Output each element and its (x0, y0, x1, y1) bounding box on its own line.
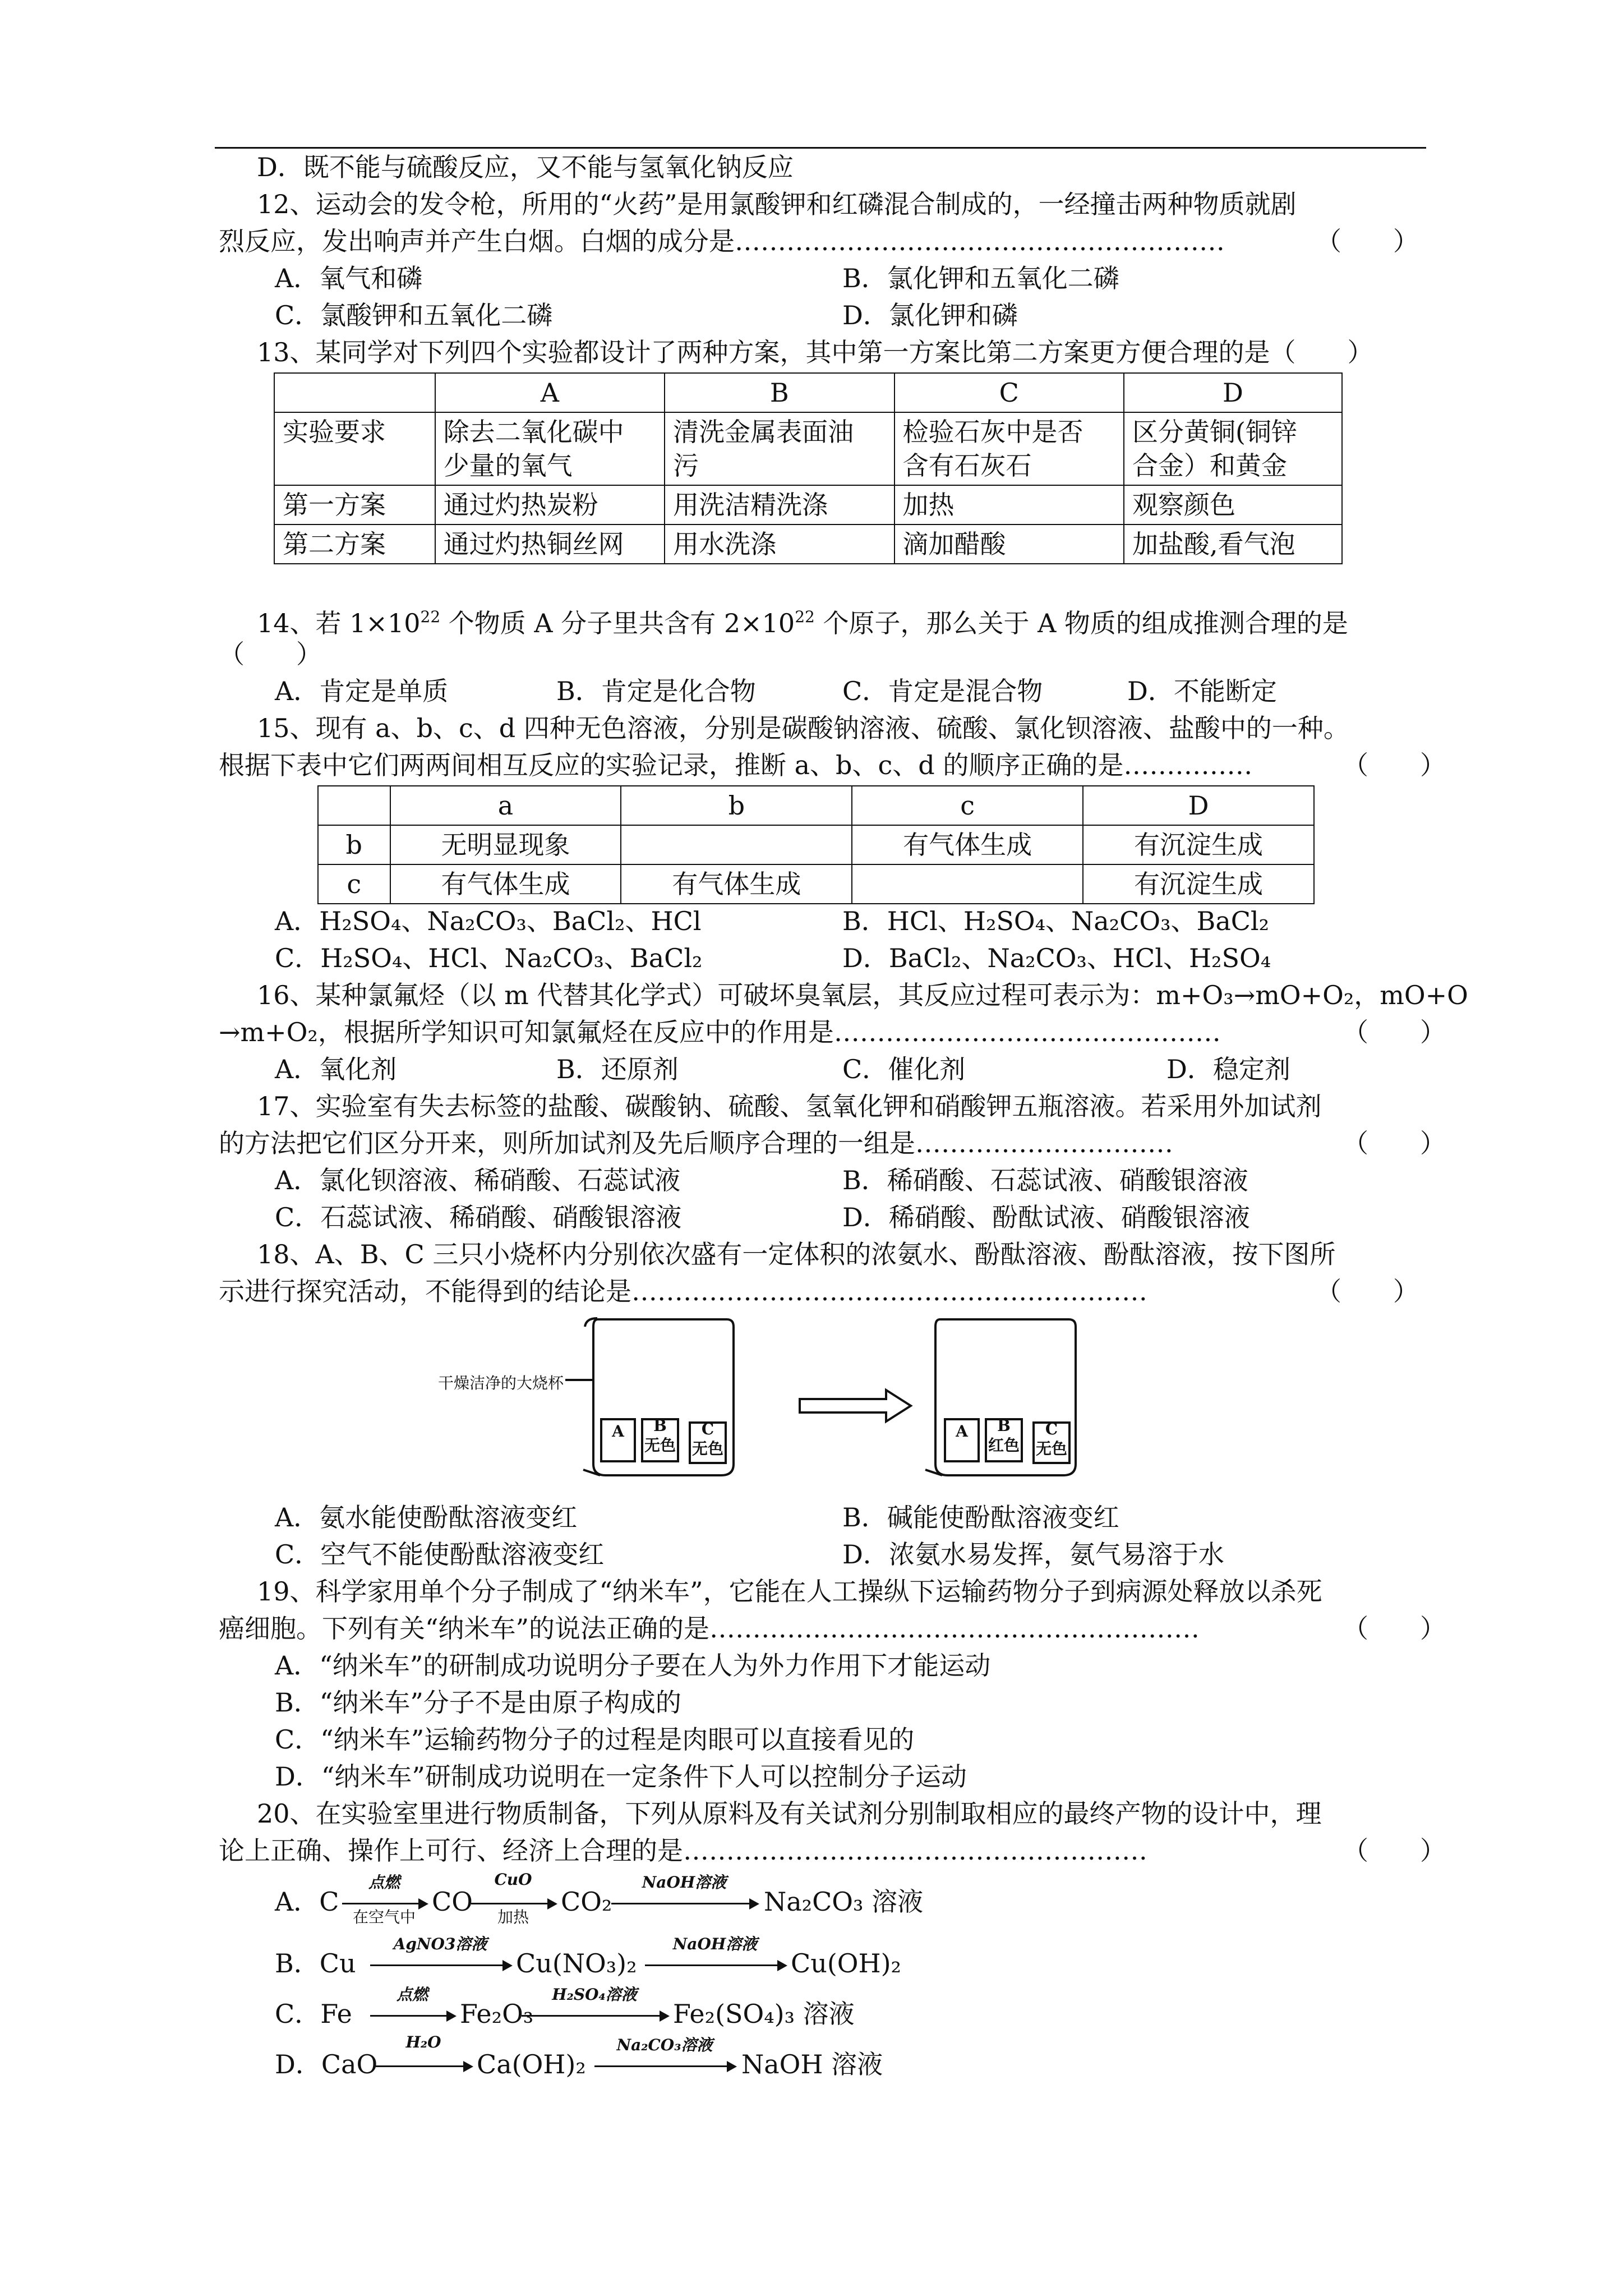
q13-cell: 通过灼热炭粉 (435, 485, 665, 524)
q13-cell: A (435, 373, 665, 412)
q18-option-d: D．浓氨水易发挥，氨气易溶于水 (842, 1539, 1224, 1570)
q13-cell: 第二方案 (274, 524, 435, 564)
q15-cell: a (390, 786, 621, 825)
q14-option-a: A．肯定是单质 (275, 676, 449, 706)
beaker-b-state: 无色 (644, 1436, 676, 1455)
q13-cell: 观察颜色 (1124, 485, 1342, 524)
q13-cell: 滴加醋酸 (895, 524, 1124, 564)
q12-option-d: D．氯化钾和磷 (842, 300, 1018, 330)
q18-stem-line1: 18、A、B、C 三只小烧杯内分别依次盛有一定体积的浓氨水、酚酞溶液、酚酞溶液，按下图所 (257, 1239, 1336, 1269)
q13-cell: C (895, 373, 1124, 412)
q20-c-species2: Fe₂(SO₄)₃ 溶液 (673, 1999, 855, 2029)
q13-cell: 除去二氧化碳中 少量的氧气 (435, 412, 665, 485)
q13-cell: 检验石灰中是否 含有石灰石 (895, 412, 1124, 485)
q13-table-header-row (274, 373, 1342, 412)
q12-stem-line2: 烈反应，发出响声并产生白烟。白烟的成分是………………………………………………… (219, 226, 1225, 256)
q20-c-arrow2-top: H₂SO₄溶液 (552, 1985, 637, 2004)
q14-option-b: B．肯定是化合物 (556, 676, 756, 706)
beaker-c-state-after: 无色 (1035, 1439, 1067, 1458)
beaker-c-label-after: C (1045, 1420, 1058, 1438)
q15-cell (852, 864, 1083, 904)
q16-option-a: A．氧化剂 (275, 1054, 397, 1084)
q15-stem-line1: 15、现有 a、b、c、d 四种无色溶液，分别是碳酸钠溶液、硫酸、氯化钡溶液、盐酸中的一种。 (257, 713, 1349, 743)
q13-table-row (274, 524, 1342, 564)
q20-a-arrow2-bottom: 加热 (497, 1908, 529, 1926)
q15-table-row (318, 825, 1314, 864)
q20-a-arrow2-top: CuO (494, 1870, 532, 1889)
q13-cell (274, 373, 435, 412)
q15-option-a: A．H₂SO₄、Na₂CO₃、BaCl₂、HCl (275, 906, 702, 936)
beaker-c-label: C (701, 1420, 714, 1438)
q19-option-b: B．“纳米车”分子不是由原子构成的 (275, 1687, 681, 1718)
q15-cell (621, 825, 852, 864)
q15-option-c: C．H₂SO₄、HCl、Na₂CO₃、BaCl₂ (275, 943, 703, 973)
q20-a-lead: A．C (275, 1887, 339, 1917)
q12-answer-paren: （ ） (1316, 226, 1419, 256)
q12-option-a: A．氧气和磷 (275, 263, 423, 293)
q15-cell: 有气体生成 (621, 864, 852, 904)
q20-b-arrow2 (645, 1964, 785, 1966)
q13-cell: 清洗金属表面油 污 (665, 412, 894, 485)
q17-answer-paren: （ ） (1343, 1128, 1446, 1158)
q15-cell: b (318, 825, 390, 864)
q16-option-b: B．还原剂 (556, 1054, 679, 1084)
q15-cell: 有气体生成 (852, 825, 1083, 864)
q13-cell: 区分黄铜(铜锌 合金）和黄金 (1124, 412, 1342, 485)
q17-option-c: C．石蕊试液、稀硝酸、硝酸银溶液 (275, 1202, 682, 1232)
q13-cell: 通过灼热铜丝网 (435, 524, 665, 564)
q12-option-c: C．氯酸钾和五氧化二磷 (275, 300, 553, 330)
q13-table-row (274, 412, 1342, 485)
q14-answer-paren: （ ） (219, 639, 322, 669)
q20-stem-line1: 20、在实验室里进行物质制备，下列从原料及有关试剂分别制取相应的最终产物的设计中，理 (257, 1798, 1322, 1829)
q20-a-species3: Na₂CO₃ 溶液 (764, 1887, 924, 1917)
q20-b-arrow1-top: AgNO3溶液 (393, 1935, 487, 1953)
q19-stem-line2: 癌细胞。下列有关“纳米车”的说法正确的是………………………………………………… (219, 1613, 1200, 1644)
q20-d-species1: Ca(OH)₂ (477, 2049, 586, 2079)
q13-cell: 第一方案 (274, 485, 435, 524)
q20-d-arrow2-top: Na₂CO₃溶液 (616, 2036, 713, 2054)
q13-cell: D (1124, 373, 1342, 412)
q19-answer-paren: （ ） (1343, 1613, 1446, 1644)
q15-table-row (318, 864, 1314, 904)
q16-stem-line1: 16、某种氯氟烃（以 m 代替其化学式）可破坏臭氧层，其反应过程可表示为：m+O₃→mO+O₂，mO+O (257, 980, 1468, 1010)
q20-b-species1: Cu(NO₃)₂ (516, 1948, 637, 1978)
q16-option-d: D．稳定剂 (1166, 1054, 1290, 1084)
q20-b-arrow1 (370, 1964, 510, 1966)
q20-d-species2: NaOH 溶液 (741, 2049, 883, 2079)
q15-cell: b (621, 786, 852, 825)
q20-c-lead: C．Fe (275, 1999, 352, 2029)
q15-table-header-row (318, 786, 1314, 825)
q14-stem: 14、若 $1\times 10^{22}$ 个物质 A 分子里共含有 $2\times 10^{22}$ 个原子，那么关于 A 物质的组成推测合理的是 (257, 608, 1348, 638)
q20-answer-paren: （ ） (1343, 1835, 1446, 1866)
q16-stem-line2: →m+O₂，根据所学知识可知氯氟烃在反应中的作用是……………………………………… (219, 1017, 1221, 1047)
q15-table (317, 785, 1315, 904)
beaker-label: 干燥洁净的大烧杯 (437, 1374, 564, 1392)
beaker-a-label: A (612, 1422, 624, 1441)
q13-cell: 加盐酸,看气泡 (1124, 524, 1342, 564)
q17-stem-line2: 的方法把它们区分开来，则所加试剂及先后顺序合理的一组是………………………… (219, 1128, 1173, 1158)
q14-option-d: D．不能断定 (1127, 676, 1277, 706)
q18-option-b: B．碱能使酚酞溶液变红 (842, 1502, 1119, 1533)
q13-cell: 实验要求 (274, 412, 435, 485)
q11-option-d: D．既不能与硫酸反应，又不能与氢氧化钠反应 (257, 152, 794, 182)
q13-cell: 用洗洁精洗涤 (665, 485, 894, 524)
q20-b-arrow2-top: NaOH溶液 (672, 1935, 758, 1953)
q19-option-a: A．“纳米车”的研制成功说明分子要在人为外力作用下才能运动 (275, 1650, 991, 1681)
q15-cell: D (1083, 786, 1314, 825)
header-rule (215, 147, 1426, 149)
q20-d-arrow1 (376, 2065, 471, 2067)
q15-cell: c (852, 786, 1083, 825)
q20-a-arrow1-bottom: 在空气中 (352, 1908, 416, 1926)
q18-answer-paren: （ ） (1316, 1276, 1419, 1306)
q20-d-arrow2 (594, 2065, 735, 2067)
q18-stem-line2: 示进行探究活动，不能得到的结论是…………………………………………………… (219, 1276, 1147, 1306)
q12-option-b: B．氯化钾和五氧化二磷 (842, 263, 1119, 293)
q15-option-d: D．BaCl₂、Na₂CO₃、HCl、H₂SO₄ (842, 943, 1271, 973)
q13-table (274, 372, 1343, 564)
q12-stem-line1: 12、运动会的发令枪，所用的“火药”是用氯酸钾和红磷混合制成的，一经撞击两种物质就剧 (257, 189, 1297, 219)
q15-option-b: B．HCl、H₂SO₄、Na₂CO₃、BaCl₂ (842, 906, 1270, 936)
q15-cell (318, 786, 390, 825)
q20-c-species1: Fe₂O₃ (460, 1999, 534, 2029)
beaker-b-state-after: 红色 (988, 1436, 1020, 1455)
q14-option-c: C．肯定是混合物 (842, 676, 1043, 706)
q13-table-row (274, 485, 1342, 524)
q20-a-arrow3 (611, 1903, 757, 1904)
q20-a-arrow1 (342, 1903, 426, 1904)
q15-cell: c (318, 864, 390, 904)
beaker-c-state: 无色 (691, 1439, 723, 1458)
beaker-a-label-after: A (956, 1422, 968, 1441)
q19-option-d: D．“纳米车”研制成功说明在一定条件下人可以控制分子运动 (275, 1761, 967, 1792)
q13-cell: 加热 (895, 485, 1124, 524)
q16-answer-paren: （ ） (1343, 1017, 1446, 1047)
q13-stem: 13、某同学对下列四个实验都设计了两种方案，其中第一方案比第二方案更方便合理的是（ ） (257, 337, 1373, 367)
q17-option-b: B．稀硝酸、石蕊试液、硝酸银溶液 (842, 1165, 1248, 1195)
q13-cell: B (665, 373, 894, 412)
q18-option-a: A．氨水能使酚酞溶液变红 (275, 1502, 578, 1533)
q20-d-lead: D．CaO (275, 2049, 378, 2079)
q15-cell: 有气体生成 (390, 864, 621, 904)
q20-stem-line2: 论上正确、操作上可行、经济上合理的是……………………………………………… (219, 1835, 1147, 1866)
q20-c-arrow2 (522, 2015, 667, 2017)
q16-option-c: C．催化剂 (842, 1054, 966, 1084)
q20-c-arrow1 (370, 2015, 454, 2017)
q20-a-species1: CO (432, 1887, 473, 1917)
q19-option-c: C．“纳米车”运输药物分子的过程是肉眼可以直接看见的 (275, 1724, 915, 1755)
q15-stem-line2: 根据下表中它们两两间相互反应的实验记录，推断 a、b、c、d 的顺序正确的是…………… (219, 750, 1253, 780)
q20-a-arrow2 (471, 1903, 555, 1904)
q17-option-a: A．氯化钡溶液、稀硝酸、石蕊试液 (275, 1165, 681, 1195)
beaker-b-label-after: B (997, 1416, 1011, 1435)
beaker-b-label: B (653, 1416, 667, 1435)
q18-option-c: C．空气不能使酚酞溶液变红 (275, 1539, 605, 1570)
q20-b-species2: Cu(OH)₂ (791, 1948, 901, 1978)
q20-a-arrow1-top: 点燃 (368, 1873, 400, 1892)
q20-a-arrow3-top: NaOH溶液 (642, 1873, 727, 1892)
q20-d-arrow1-top: H₂O (405, 2033, 441, 2051)
q13-cell: 用水洗涤 (665, 524, 894, 564)
q20-b-lead: B．Cu (275, 1948, 356, 1978)
q15-cell: 有沉淀生成 (1083, 864, 1314, 904)
q15-cell: 有沉淀生成 (1083, 825, 1314, 864)
q17-stem-line1: 17、实验室有失去标签的盐酸、碳酸钠、硫酸、氢氧化钾和硝酸钾五瓶溶液。若采用外加试剂 (257, 1091, 1322, 1121)
q15-cell: 无明显现象 (390, 825, 621, 864)
q19-stem-line1: 19、科学家用单个分子制成了“纳米车”，它能在人工操纵下运输药物分子到病源处释放以杀死 (257, 1576, 1322, 1607)
q17-option-d: D．稀硝酸、酚酞试液、硝酸银溶液 (842, 1202, 1250, 1232)
q15-answer-paren: （ ） (1343, 750, 1446, 780)
q20-a-species2: CO₂ (561, 1887, 612, 1917)
q20-c-arrow1-top: 点燃 (396, 1985, 428, 2004)
